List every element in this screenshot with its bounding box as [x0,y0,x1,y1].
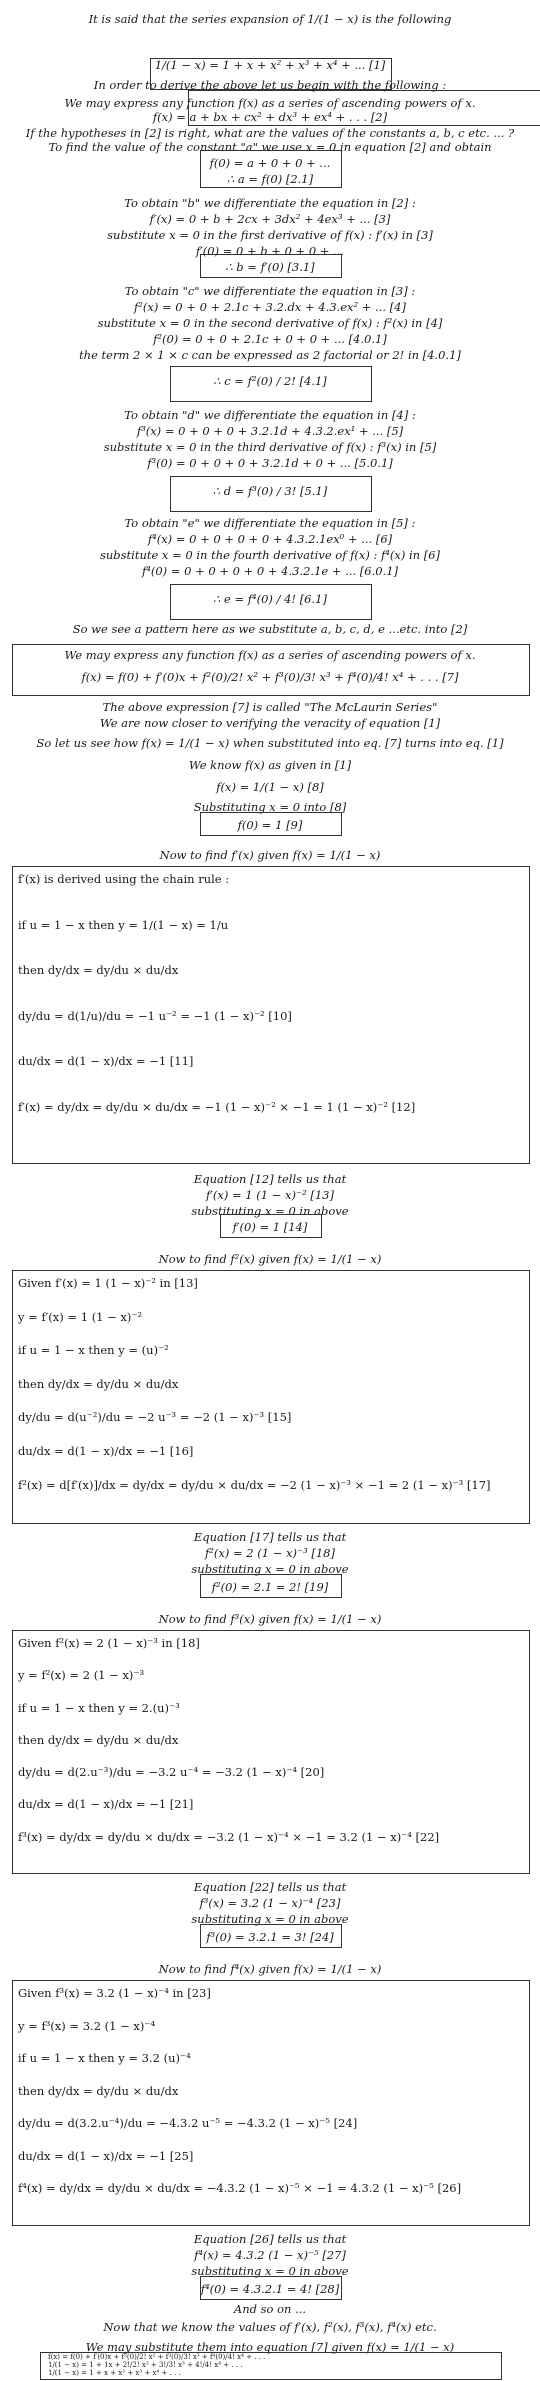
text-line: f(0) = 1 [9] [237,818,303,832]
text-line: Equation [17] tells us that [193,1530,347,1544]
text-line: Equation [26] tells us that [193,2232,347,2246]
final-row: 1/(1 − x) = 1 + 1x + 2!/2! x² + 3!/3! x³ + 4!/4! x⁴ + . . . [48,2361,243,2369]
text-line: substitute x = 0 in the second derivative of f(x) : f²(x) in [4] [97,316,443,330]
text-line: Equation [12] tells us that [193,1172,347,1186]
text-line: In order to derive the above let us begin with the following : [93,78,447,92]
derivation-row: if u = 1 − x then y = 1/(1 − x) = 1/u [18,917,229,932]
derivation-row: if u = 1 − x then y = (u)⁻² [18,1343,169,1358]
derivation-row: then dy/dx = dy/du × du/dx [18,963,179,978]
text-line: To obtain "e" we differentiate the equation in [5] : [124,516,416,530]
derivation-row: y = f′(x) = 1 (1 − x)⁻² [18,1309,143,1324]
text-line: ∴ c = f²(0) / 2! [4.1] [213,374,327,388]
text-line: f²(0) = 2.1 = 2! [19] [211,1580,329,1594]
text-line: f³(0) = 0 + 0 + 0 + 3.2.1d + 0 + ... [5.0.1] [147,456,393,470]
derivation-row: f′(x) = dy/dx = dy/du × du/dx = −1 (1 − x)⁻² × −1 = 1 (1 − x)⁻² [12] [18,1099,416,1114]
derivation-row: Given f²(x) = 2 (1 − x)⁻³ in [18] [18,1636,200,1650]
text-line: 1/(1 − x) = 1 + x + x² + x³ + x⁴ + ... [1] [154,58,386,72]
text-line: Now to find f³(x) given f(x) = 1/(1 − x) [158,1612,382,1626]
text-line: f³(x) = 3.2 (1 − x)⁻⁴ [23] [199,1896,341,1910]
text-line: We may express any function f(x) as a series of ascending powers of x. [64,648,476,662]
text-line: ∴ a = f(0) [2.1] [226,172,314,186]
result-frame [200,1574,342,1598]
text-line: So let us see how f(x) = 1/(1 − x) when substituted into eq. [7] turns into eq. [1] [36,736,504,750]
text-line: f(0) = a + 0 + 0 + ... [209,156,331,170]
derivation-row: f²(x) = d[f′(x)]/dx = dy/dx = dy/du × du/dx = −2 (1 − x)⁻³ × −1 = 2 (1 − x)⁻³ [17] [18,1477,491,1492]
derivation-row: du/dx = d(1 − x)/dx = −1 [25] [18,2148,194,2163]
text-line: We may express any function f(x) as a series of ascending powers of x. [64,96,476,110]
derivation-row: dy/du = d(2.u⁻³)/du = −3.2 u⁻⁴ = −3.2 (1 − x)⁻⁴ [20] [18,1765,325,1780]
text-line: And so on ... [233,2302,307,2316]
text-line: Substituting x = 0 into [8] [193,800,347,814]
derivation-row: then dy/dx = dy/du × du/dx [18,1376,179,1391]
text-line: Now to find f²(x) given f(x) = 1/(1 − x) [158,1252,382,1266]
derivation-row: du/dx = d(1 − x)/dx = −1 [21] [18,1797,194,1812]
derivation-row: if u = 1 − x then y = 2.(u)⁻³ [18,1700,180,1715]
text-line: f(x) = 1/(1 − x) [8] [216,780,324,794]
text-line: f²(x) = 2 (1 − x)⁻³ [18] [205,1546,335,1560]
text-line: substitute x = 0 in the first derivative of f(x) : f′(x) in [3] [107,228,433,242]
text-line: To obtain "d" we differentiate the equation in [4] : [124,408,416,422]
text-line: f⁴(x) = 0 + 0 + 0 + 0 + 4.3.2.1ex⁰ + ... [6] [147,532,393,546]
text-line: It is said that the series expansion of 1/(1 − x) is the following [88,12,452,26]
text-line: f⁴(0) = 4.3.2.1 = 4! [28] [200,2282,340,2296]
result-frame [170,366,372,402]
derivation-row: f³(x) = dy/dx = dy/du × du/dx = −3.2 (1 − x)⁻⁴ × −1 = 3.2 (1 − x)⁻⁴ [22] [18,1829,440,1844]
text-line: f′(x) = 1 (1 − x)⁻² [13] [206,1188,334,1202]
text-line: The above expression [7] is called "The McLaurin Series" [102,700,438,714]
result-frame [200,150,342,188]
text-line: If the hypotheses in [2] is right, what are the values of the constants a, b, c etc. ... ? [25,126,515,140]
text-line: To find the value of the constant "a" we use x = 0 in equation [2] and obtain [48,140,492,154]
derivation-row: f′(x) is derived using the chain rule : [18,872,230,886]
result-frame [200,2276,342,2300]
text-line: f²(x) = 0 + 0 + 2.1c + 3.2.dx + 4.3.ex² + ... [4] [134,300,406,314]
derivation-row: y = f²(x) = 2 (1 − x)⁻³ [18,1668,145,1683]
derivation-row: du/dx = d(1 − x)/dx = −1 [16] [18,1444,194,1458]
result-frame [188,90,540,126]
text-line: f(x) = a + bx + cx² + dx³ + ex⁴ + . . . [2] [152,110,388,124]
derivation-row: if u = 1 − x then y = 3.2 (u)⁻⁴ [18,2051,191,2066]
text-line: f′(x) = 0 + b + 2cx + 3dx² + 4ex³ + ... [3] [149,212,391,226]
text-line: Now to find f′(x) given f(x) = 1/(1 − x) [159,848,381,862]
text-line: f(x) = f(0) + f′(0)x + f²(0)/2! x² + f³(0)/3! x³ + f⁴(0)/4! x⁴ + . . . [7] [81,670,459,684]
derivation-row: f⁴(x) = dy/dx = dy/du × du/dx = −4.3.2 (1 − x)⁻⁵ × −1 = 4.3.2 (1 − x)⁻⁵ [26] [18,2181,462,2196]
derivation-row: Given f³(x) = 3.2 (1 − x)⁻⁴ in [23] [18,1986,211,2000]
text-line: So we see a pattern here as we substitute a, b, c, d, e ...etc. into [2] [72,622,468,636]
text-line: ∴ b = f′(0) [3.1] [225,260,315,274]
text-line: Now to find f⁴(x) given f(x) = 1/(1 − x) [158,1962,382,1976]
text-line: f⁴(x) = 4.3.2 (1 − x)⁻⁵ [27] [194,2248,346,2262]
derivation-row: then dy/dx = dy/du × du/dx [18,2083,179,2098]
final-row: 1/(1 − x) = 1 + x + x² + x³ + x⁴ + . . . [48,2369,181,2377]
result-frame [200,1924,342,1948]
text-line: We are now closer to verifying the veracity of equation [1] [99,716,441,730]
result-frame [220,1214,322,1238]
text-line: substituting x = 0 in above [191,1204,349,1218]
result-frame [12,644,530,696]
text-line: f′(0) = 0 + b + 0 + 0 + ... [195,244,345,258]
derivation-row: du/dx = d(1 − x)/dx = −1 [11] [18,1054,194,1069]
derivation-row: dy/du = d(u⁻²)/du = −2 u⁻³ = −2 (1 − x)⁻³ [15] [18,1410,292,1425]
text-line: substitute x = 0 in the third derivative of f(x) : f³(x) in [5] [103,440,437,454]
result-frame [150,58,392,90]
text-line: substitute x = 0 in the fourth derivative of f(x) : f⁴(x) in [6] [99,548,441,562]
derivation-row: then dy/dx = dy/du × du/dx [18,1732,179,1747]
derivation-row: y = f³(x) = 3.2 (1 − x)⁻⁴ [18,2018,156,2033]
text-line: f³(x) = 0 + 0 + 0 + 3.2.1d + 4.3.2.ex¹ + ... [5] [136,424,404,438]
text-line: substituting x = 0 in above [191,1562,349,1576]
text-line: f⁴(0) = 0 + 0 + 0 + 0 + 4.3.2.1e + ... [6.0.1] [142,564,398,578]
text-line: f²(0) = 0 + 0 + 2.1c + 0 + 0 + ... [4.0.1] [153,332,387,346]
text-line: ∴ d = f³(0) / 3! [5.1] [212,484,328,498]
text-line: substituting x = 0 in above [191,2264,349,2278]
text-line: We may substitute them into equation [7] given f(x) = 1/(1 − x) [85,2340,455,2354]
text-line: substituting x = 0 in above [191,1912,349,1926]
text-line: Equation [22] tells us that [193,1880,347,1894]
text-line: the term 2 × 1 × c can be expressed as 2 factorial or 2! in [4.0.1] [79,348,461,362]
text-line: ∴ e = f⁴(0) / 4! [6.1] [213,592,327,606]
result-frame [200,812,342,836]
derivation-row: Given f′(x) = 1 (1 − x)⁻² in [13] [18,1276,198,1290]
derivation-row: dy/du = d(3.2.u⁻⁴)/du = −4.3.2 u⁻⁵ = −4.3.2 (1 − x)⁻⁵ [24] [18,2116,358,2131]
derivation-row: dy/du = d(1/u)/du = −1 u⁻² = −1 (1 − x)⁻² [10] [18,1008,292,1023]
text-line: f′(0) = 1 [14] [232,1220,308,1234]
result-frame [170,584,372,620]
result-frame [200,254,342,278]
text-line: To obtain "b" we differentiate the equation in [2] : [124,196,416,210]
final-row: f(x) = f(0) + f′(0)x + f²(0)/2! x² + f³(0)/3! x³ + f⁴(0)/4! x⁴ + . . . [48,2353,266,2361]
text-line: f³(0) = 3.2.1 = 3! [24] [206,1930,334,1944]
text-line: Now that we know the values of f′(x), f²(x), f³(x), f⁴(x) etc. [103,2320,437,2334]
result-frame [170,476,372,512]
text-line: We know f(x) as given in [1] [188,758,352,772]
text-line: To obtain "c" we differentiate the equation in [3] : [124,284,416,298]
